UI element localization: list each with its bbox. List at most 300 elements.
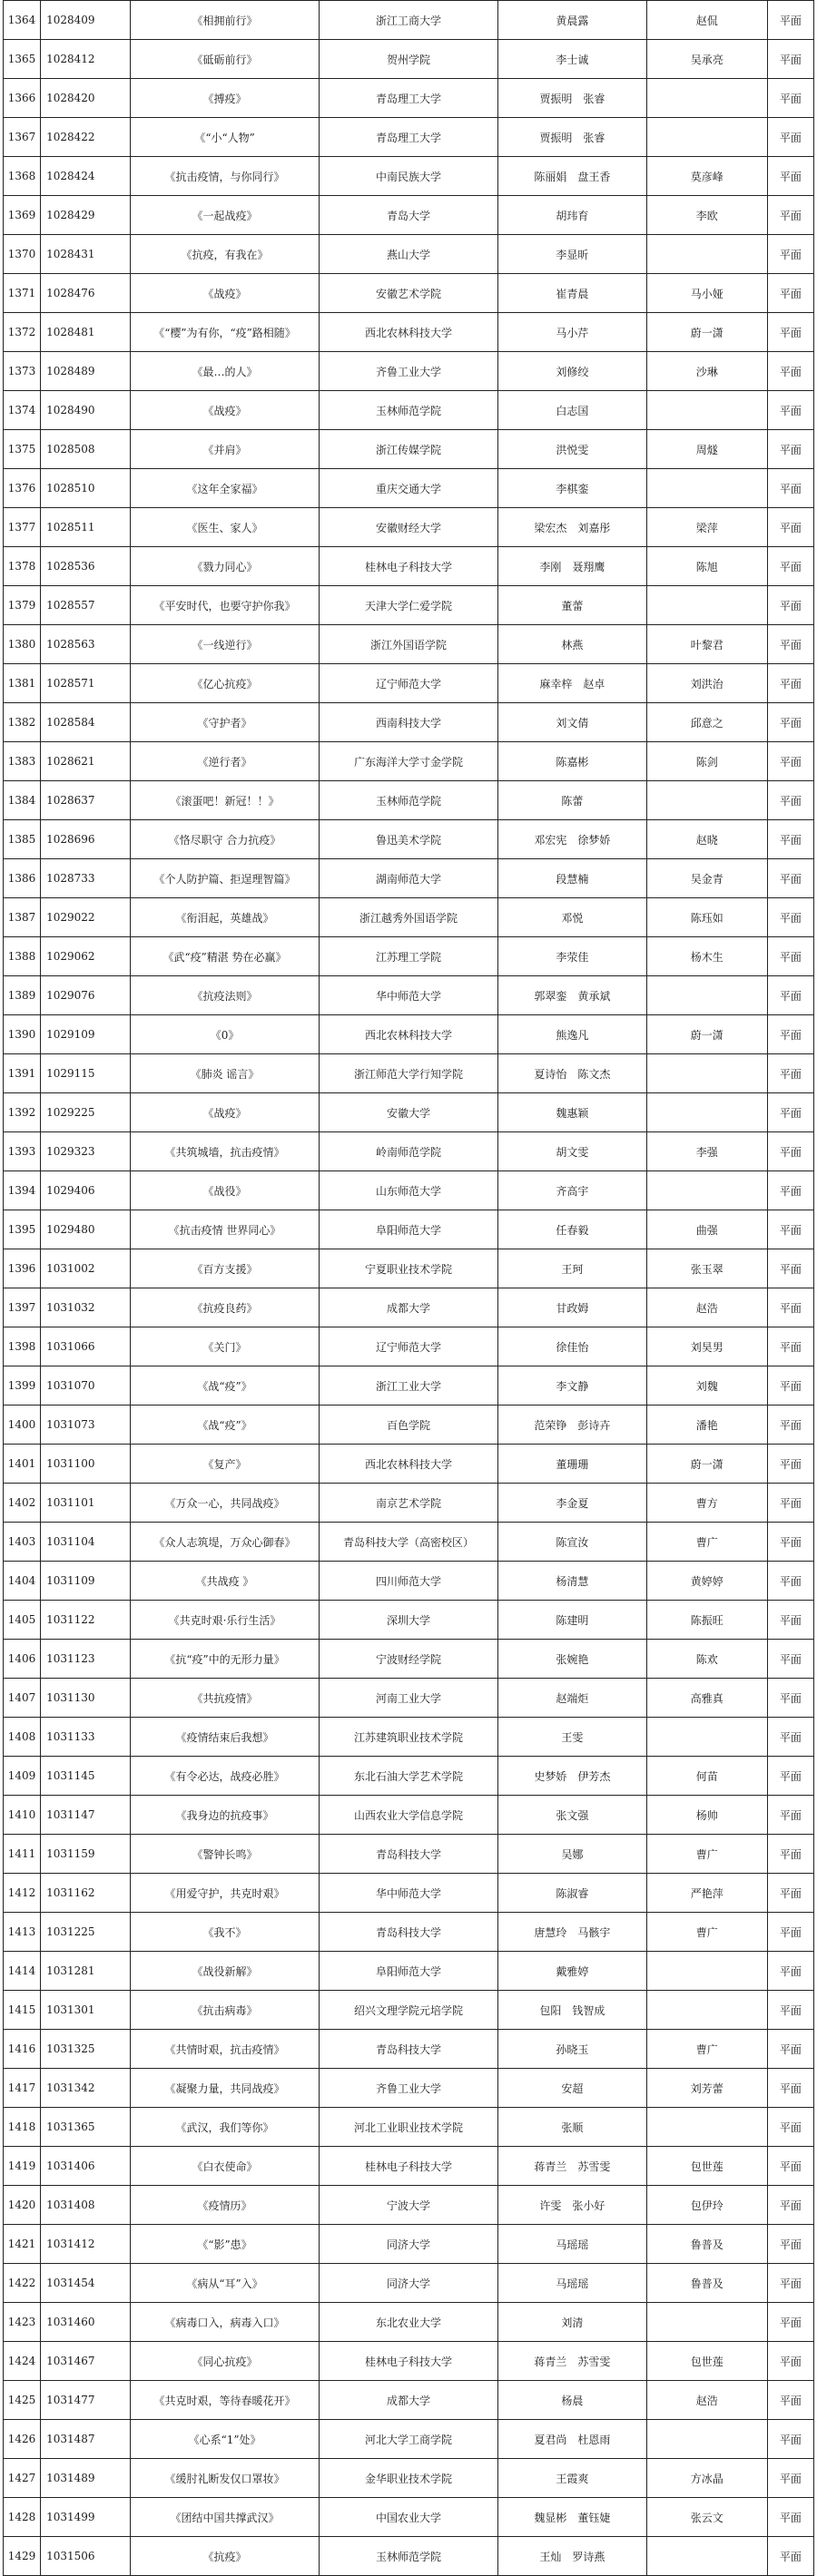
row-number-cell: 1385 — [4, 820, 41, 859]
entry-id-cell: 1031002 — [41, 1249, 131, 1288]
authors-cell: 范荣铮 彭诗卉 — [498, 1406, 646, 1445]
table-row — [4, 157, 814, 196]
entry-id-cell: 1031408 — [41, 2186, 131, 2225]
row-number-cell: 1364 — [4, 1, 41, 40]
school-cell: 岭南师范学院 — [319, 1132, 497, 1171]
category-cell: 平面 — [767, 2381, 813, 2420]
table-row — [4, 1523, 814, 1562]
table-row — [4, 469, 814, 508]
table-row — [4, 1210, 814, 1249]
work-title-cell: 《病毒口入，病毒入口》 — [131, 2303, 319, 2342]
table-row — [4, 2303, 814, 2342]
category-cell: 平面 — [767, 1874, 813, 1913]
row-number-cell: 1400 — [4, 1406, 41, 1445]
entry-id-cell: 1031499 — [41, 2498, 131, 2537]
category-cell: 平面 — [767, 1210, 813, 1249]
category-cell: 平面 — [767, 1757, 813, 1796]
table-row — [4, 2459, 814, 2498]
authors-cell: 黄晨露 — [498, 1, 646, 40]
category-cell: 平面 — [767, 859, 813, 898]
entry-id-cell: 1031489 — [41, 2459, 131, 2498]
school-cell: 华中师范大学 — [319, 976, 497, 1015]
authors-cell: 齐高宇 — [498, 1171, 646, 1210]
entry-id-cell: 1031122 — [41, 1601, 131, 1640]
table-row — [4, 625, 814, 664]
advisor-cell: 张云文 — [646, 2498, 767, 2537]
advisor-cell — [646, 2303, 767, 2342]
row-number-cell: 1386 — [4, 859, 41, 898]
authors-cell: 陈蕾 — [498, 781, 646, 820]
category-cell: 平面 — [767, 742, 813, 781]
row-number-cell: 1404 — [4, 1562, 41, 1601]
school-cell: 湖南师范大学 — [319, 859, 497, 898]
entry-id-cell: 1029480 — [41, 1210, 131, 1249]
school-cell: 四川师范大学 — [319, 1562, 497, 1601]
authors-cell: 熊逸凡 — [498, 1015, 646, 1054]
row-number-cell: 1401 — [4, 1445, 41, 1484]
work-title-cell: 《“影”患》 — [131, 2225, 319, 2264]
entry-id-cell: 1028733 — [41, 859, 131, 898]
work-title-cell: 《肺炎 谣言》 — [131, 1054, 319, 1093]
work-title-cell: 《共筑城墙，抗击疫情》 — [131, 1132, 319, 1171]
work-title-cell: 《战疫》 — [131, 274, 319, 313]
category-cell: 平面 — [767, 352, 813, 391]
school-cell: 青岛科技大学（高密校区） — [319, 1523, 497, 1562]
work-title-cell: 《众人志筑堤，万众心御春》 — [131, 1523, 319, 1562]
category-cell: 平面 — [767, 118, 813, 157]
school-cell: 青岛科技大学 — [319, 1913, 497, 1952]
row-number-cell: 1367 — [4, 118, 41, 157]
authors-cell: 白志国 — [498, 391, 646, 430]
row-number-cell: 1402 — [4, 1484, 41, 1523]
school-cell: 成都大学 — [319, 2381, 497, 2420]
entry-id-cell: 1031325 — [41, 2030, 131, 2069]
category-cell: 平面 — [767, 1523, 813, 1562]
entry-id-cell: 1031101 — [41, 1484, 131, 1523]
entry-id-cell: 1028557 — [41, 586, 131, 625]
category-cell: 平面 — [767, 1835, 813, 1874]
school-cell: 绍兴文理学院元培学院 — [319, 1991, 497, 2030]
table-row — [4, 1757, 814, 1796]
table-row — [4, 2264, 814, 2303]
work-title-cell: 《我身边的抗疫事》 — [131, 1796, 319, 1835]
row-number-cell: 1387 — [4, 898, 41, 937]
entry-id-cell: 1031109 — [41, 1562, 131, 1601]
work-title-cell: 《病从“耳”入》 — [131, 2264, 319, 2303]
entry-id-cell: 1031467 — [41, 2342, 131, 2381]
entry-id-cell: 1031506 — [41, 2537, 131, 2576]
category-cell: 平面 — [767, 976, 813, 1015]
authors-cell: 蒋青兰 苏雪雯 — [498, 2147, 646, 2186]
row-number-cell: 1416 — [4, 2030, 41, 2069]
category-cell: 平面 — [767, 898, 813, 937]
school-cell: 广东海洋大学寸金学院 — [319, 742, 497, 781]
advisor-cell — [646, 2420, 767, 2459]
advisor-cell: 刘魏 — [646, 1366, 767, 1406]
advisor-cell: 张玉翠 — [646, 1249, 767, 1288]
advisor-cell: 高雅真 — [646, 1679, 767, 1718]
authors-cell: 王霞爽 — [498, 2459, 646, 2498]
category-cell: 平面 — [767, 2030, 813, 2069]
work-title-cell: 《战役新解》 — [131, 1952, 319, 1991]
table-row — [4, 1835, 814, 1874]
school-cell: 东北农业大学 — [319, 2303, 497, 2342]
school-cell: 天津大学仁爱学院 — [319, 586, 497, 625]
category-cell: 平面 — [767, 1952, 813, 1991]
category-cell: 平面 — [767, 469, 813, 508]
advisor-cell: 邱意之 — [646, 703, 767, 742]
table-row — [4, 430, 814, 469]
advisor-cell: 包伊玲 — [646, 2186, 767, 2225]
table-row — [4, 1601, 814, 1640]
row-number-cell: 1397 — [4, 1288, 41, 1327]
authors-cell: 甘政姆 — [498, 1288, 646, 1327]
work-title-cell: 《疫情历》 — [131, 2186, 319, 2225]
category-cell: 平面 — [767, 1406, 813, 1445]
table-row — [4, 2108, 814, 2147]
authors-cell: 李显昕 — [498, 235, 646, 274]
entry-id-cell: 1031145 — [41, 1757, 131, 1796]
entry-id-cell: 1031073 — [41, 1406, 131, 1445]
authors-cell: 徐佳怡 — [498, 1327, 646, 1366]
advisor-cell: 曹方 — [646, 1484, 767, 1523]
work-title-cell: 《共情时艰，抗击疫情》 — [131, 2030, 319, 2069]
work-title-cell: 《我不》 — [131, 1913, 319, 1952]
category-cell: 平面 — [767, 2459, 813, 2498]
work-title-cell: 《万众一心，共同战疫》 — [131, 1484, 319, 1523]
entry-id-cell: 1028412 — [41, 40, 131, 79]
row-number-cell: 1408 — [4, 1718, 41, 1757]
school-cell: 宁波大学 — [319, 2186, 497, 2225]
row-number-cell: 1429 — [4, 2537, 41, 2576]
authors-cell: 吴娜 — [498, 1835, 646, 1874]
school-cell: 成都大学 — [319, 1288, 497, 1327]
row-number-cell: 1411 — [4, 1835, 41, 1874]
school-cell: 鲁迅美术学院 — [319, 820, 497, 859]
table-row — [4, 1366, 814, 1406]
authors-cell: 王灿 罗诗燕 — [498, 2537, 646, 2576]
row-number-cell: 1410 — [4, 1796, 41, 1835]
table-row — [4, 1171, 814, 1210]
entries-table-body — [4, 1, 814, 2576]
category-cell: 平面 — [767, 508, 813, 547]
school-cell: 齐鲁工业大学 — [319, 2069, 497, 2108]
school-cell: 西北农林科技大学 — [319, 313, 497, 352]
authors-cell: 唐慧玲 马骸宇 — [498, 1913, 646, 1952]
entry-id-cell: 1031104 — [41, 1523, 131, 1562]
row-number-cell: 1379 — [4, 586, 41, 625]
entry-id-cell: 1028571 — [41, 664, 131, 703]
work-title-cell: 《团结中国共撑武汉》 — [131, 2498, 319, 2537]
advisor-cell: 周燧 — [646, 430, 767, 469]
table-row — [4, 118, 814, 157]
table-row — [4, 1327, 814, 1366]
table-row — [4, 1718, 814, 1757]
advisor-cell: 刘昊男 — [646, 1327, 767, 1366]
entry-id-cell: 1031070 — [41, 1366, 131, 1406]
work-title-cell: 《抗击疫情 世界同心》 — [131, 1210, 319, 1249]
table-row — [4, 2342, 814, 2381]
school-cell: 同济大学 — [319, 2225, 497, 2264]
category-cell: 平面 — [767, 2537, 813, 2576]
row-number-cell: 1417 — [4, 2069, 41, 2108]
authors-cell: 陈嘉彬 — [498, 742, 646, 781]
table-row — [4, 2030, 814, 2069]
row-number-cell: 1423 — [4, 2303, 41, 2342]
row-number-cell: 1428 — [4, 2498, 41, 2537]
advisor-cell: 陈欢 — [646, 1640, 767, 1679]
row-number-cell: 1365 — [4, 40, 41, 79]
school-cell: 浙江师范大学行知学院 — [319, 1054, 497, 1093]
category-cell: 平面 — [767, 781, 813, 820]
advisor-cell: 蔚一潇 — [646, 313, 767, 352]
entry-id-cell: 1028489 — [41, 352, 131, 391]
table-row — [4, 1913, 814, 1952]
table-row — [4, 1015, 814, 1054]
row-number-cell: 1424 — [4, 2342, 41, 2381]
advisor-cell: 吴承亮 — [646, 40, 767, 79]
advisor-cell: 黄婷婷 — [646, 1562, 767, 1601]
table-row — [4, 742, 814, 781]
authors-cell: 贾振明 张睿 — [498, 118, 646, 157]
authors-cell: 张婉艳 — [498, 1640, 646, 1679]
work-title-cell: 《用爱守护，共克时艰》 — [131, 1874, 319, 1913]
work-title-cell: 《搏疫》 — [131, 79, 319, 118]
advisor-cell: 潘艳 — [646, 1406, 767, 1445]
table-row — [4, 1640, 814, 1679]
school-cell: 西南科技大学 — [319, 703, 497, 742]
category-cell: 平面 — [767, 1054, 813, 1093]
authors-cell: 马小芹 — [498, 313, 646, 352]
work-title-cell: 《一起战疫》 — [131, 196, 319, 235]
table-row — [4, 235, 814, 274]
entry-id-cell: 1031159 — [41, 1835, 131, 1874]
table-row — [4, 2147, 814, 2186]
school-cell: 青岛科技大学 — [319, 1835, 497, 1874]
authors-cell: 邓悦 — [498, 898, 646, 937]
advisor-cell: 陈珏如 — [646, 898, 767, 937]
work-title-cell: 《百方支援》 — [131, 1249, 319, 1288]
advisor-cell: 曹广 — [646, 2030, 767, 2069]
advisor-cell — [646, 1952, 767, 1991]
table-row — [4, 1288, 814, 1327]
authors-cell: 李刚 聂翔鹰 — [498, 547, 646, 586]
advisor-cell: 杨木生 — [646, 937, 767, 976]
row-number-cell: 1372 — [4, 313, 41, 352]
work-title-cell: 《砥砺前行》 — [131, 40, 319, 79]
advisor-cell: 鲁普及 — [646, 2225, 767, 2264]
row-number-cell: 1378 — [4, 547, 41, 586]
advisor-cell — [646, 586, 767, 625]
work-title-cell: 《抗疫法则》 — [131, 976, 319, 1015]
row-number-cell: 1426 — [4, 2420, 41, 2459]
table-row — [4, 1445, 814, 1484]
advisor-cell — [646, 1054, 767, 1093]
work-title-cell: 《最…的人》 — [131, 352, 319, 391]
authors-cell: 陈丽娟 盘王香 — [498, 157, 646, 196]
school-cell: 玉林师范学院 — [319, 391, 497, 430]
row-number-cell: 1403 — [4, 1523, 41, 1562]
work-title-cell: 《共克时艰·乐行生活》 — [131, 1601, 319, 1640]
table-row — [4, 79, 814, 118]
row-number-cell: 1366 — [4, 79, 41, 118]
work-title-cell: 《战疫》 — [131, 391, 319, 430]
advisor-cell: 何苗 — [646, 1757, 767, 1796]
advisor-cell: 刘芳蕾 — [646, 2069, 767, 2108]
category-cell: 平面 — [767, 2108, 813, 2147]
work-title-cell: 《守护者》 — [131, 703, 319, 742]
category-cell: 平面 — [767, 235, 813, 274]
table-row — [4, 2381, 814, 2420]
category-cell: 平面 — [767, 2342, 813, 2381]
advisor-cell: 陈旭 — [646, 547, 767, 586]
entry-id-cell: 1031487 — [41, 2420, 131, 2459]
school-cell: 阜阳师范大学 — [319, 1210, 497, 1249]
table-row — [4, 196, 814, 235]
work-title-cell: 《战“疫”》 — [131, 1366, 319, 1406]
advisor-cell — [646, 976, 767, 1015]
school-cell: 东北石油大学艺术学院 — [319, 1757, 497, 1796]
authors-cell: 戴雅婷 — [498, 1952, 646, 1991]
row-number-cell: 1391 — [4, 1054, 41, 1093]
table-row — [4, 313, 814, 352]
entry-id-cell: 1028696 — [41, 820, 131, 859]
table-row — [4, 1796, 814, 1835]
school-cell: 安徽大学 — [319, 1093, 497, 1132]
work-title-cell: 《共战疫 》 — [131, 1562, 319, 1601]
advisor-cell: 马小娅 — [646, 274, 767, 313]
category-cell: 平面 — [767, 1562, 813, 1601]
table-row — [4, 547, 814, 586]
entry-id-cell: 1028476 — [41, 274, 131, 313]
work-title-cell: 《武“疫”精湛 势在必赢》 — [131, 937, 319, 976]
work-title-cell: 《逆行者》 — [131, 742, 319, 781]
advisor-cell: 沙琳 — [646, 352, 767, 391]
category-cell: 平面 — [767, 40, 813, 79]
authors-cell: 邓宏宪 徐梦娇 — [498, 820, 646, 859]
work-title-cell: 《疫情结束后我想》 — [131, 1718, 319, 1757]
school-cell: 玉林师范学院 — [319, 2537, 497, 2576]
authors-cell: 张顺 — [498, 2108, 646, 2147]
entry-id-cell: 1028511 — [41, 508, 131, 547]
school-cell: 西北农林科技大学 — [319, 1445, 497, 1484]
table-row — [4, 2498, 814, 2537]
entry-id-cell: 1028510 — [41, 469, 131, 508]
row-number-cell: 1414 — [4, 1952, 41, 1991]
row-number-cell: 1381 — [4, 664, 41, 703]
school-cell: 青岛理工大学 — [319, 118, 497, 157]
authors-cell: 董珊珊 — [498, 1445, 646, 1484]
advisor-cell: 赵浩 — [646, 2381, 767, 2420]
category-cell: 平面 — [767, 2147, 813, 2186]
school-cell: 江苏理工学院 — [319, 937, 497, 976]
school-cell: 青岛科技大学 — [319, 2030, 497, 2069]
table-row — [4, 1991, 814, 2030]
work-title-cell: 《个人防护篇、拒逞理智篇》 — [131, 859, 319, 898]
advisor-cell: 赵浩 — [646, 1288, 767, 1327]
advisor-cell: 刘洪治 — [646, 664, 767, 703]
advisor-cell — [646, 781, 767, 820]
authors-cell: 陈宣汝 — [498, 1523, 646, 1562]
row-number-cell: 1368 — [4, 157, 41, 196]
table-row — [4, 1952, 814, 1991]
school-cell: 百色学院 — [319, 1406, 497, 1445]
work-title-cell: 《这年全家福》 — [131, 469, 319, 508]
entry-id-cell: 1028536 — [41, 547, 131, 586]
entry-id-cell: 1028508 — [41, 430, 131, 469]
table-row — [4, 1484, 814, 1523]
work-title-cell: 《衔泪起，英雄战》 — [131, 898, 319, 937]
entry-id-cell: 1031162 — [41, 1874, 131, 1913]
table-row — [4, 976, 814, 1015]
category-cell: 平面 — [767, 1249, 813, 1288]
advisor-cell: 李强 — [646, 1132, 767, 1171]
school-cell: 南京艺术学院 — [319, 1484, 497, 1523]
work-title-cell: 《缓肘礼断发仅口罩妆》 — [131, 2459, 319, 2498]
category-cell: 平面 — [767, 1288, 813, 1327]
row-number-cell: 1376 — [4, 469, 41, 508]
row-number-cell: 1375 — [4, 430, 41, 469]
entry-id-cell: 1031130 — [41, 1679, 131, 1718]
advisor-cell: 曹广 — [646, 1523, 767, 1562]
entry-id-cell: 1028424 — [41, 157, 131, 196]
entry-id-cell: 1028637 — [41, 781, 131, 820]
advisor-cell — [646, 1991, 767, 2030]
advisor-cell — [646, 2537, 767, 2576]
entry-id-cell: 1031406 — [41, 2147, 131, 2186]
entry-id-cell: 1031342 — [41, 2069, 131, 2108]
school-cell: 浙江工业大学 — [319, 1366, 497, 1406]
table-row — [4, 352, 814, 391]
work-title-cell: 《武汉，我们等你》 — [131, 2108, 319, 2147]
work-title-cell: 《共克时艰，等待春暖花开》 — [131, 2381, 319, 2420]
entry-id-cell: 1028420 — [41, 79, 131, 118]
entry-id-cell: 1031301 — [41, 1991, 131, 2030]
entry-id-cell: 1029115 — [41, 1054, 131, 1093]
school-cell: 中南民族大学 — [319, 157, 497, 196]
row-number-cell: 1405 — [4, 1601, 41, 1640]
row-number-cell: 1384 — [4, 781, 41, 820]
row-number-cell: 1382 — [4, 703, 41, 742]
entry-id-cell: 1029022 — [41, 898, 131, 937]
advisor-cell: 严艳萍 — [646, 1874, 767, 1913]
work-title-cell: 《抗击疫情，与你同行》 — [131, 157, 319, 196]
category-cell: 平面 — [767, 1445, 813, 1484]
category-cell: 平面 — [767, 274, 813, 313]
entry-id-cell: 1029109 — [41, 1015, 131, 1054]
row-number-cell: 1394 — [4, 1171, 41, 1210]
authors-cell: 李棋銮 — [498, 469, 646, 508]
advisor-cell — [646, 235, 767, 274]
table-row — [4, 1, 814, 40]
category-cell: 平面 — [767, 1913, 813, 1952]
work-title-cell: 《战役》 — [131, 1171, 319, 1210]
row-number-cell: 1396 — [4, 1249, 41, 1288]
entry-id-cell: 1029062 — [41, 937, 131, 976]
school-cell: 桂林电子科技大学 — [319, 2342, 497, 2381]
work-title-cell: 《滚蛋吧！新冠！！》 — [131, 781, 319, 820]
advisor-cell: 杨帅 — [646, 1796, 767, 1835]
school-cell: 阜阳师范大学 — [319, 1952, 497, 1991]
advisor-cell: 李欧 — [646, 196, 767, 235]
work-title-cell: 《战疫》 — [131, 1093, 319, 1132]
advisor-cell: 包世莲 — [646, 2147, 767, 2186]
authors-cell: 李荥佳 — [498, 937, 646, 976]
school-cell: 江苏建筑职业技术学院 — [319, 1718, 497, 1757]
authors-cell: 麻幸梓 赵卓 — [498, 664, 646, 703]
category-cell: 平面 — [767, 1015, 813, 1054]
entry-id-cell: 1029225 — [41, 1093, 131, 1132]
